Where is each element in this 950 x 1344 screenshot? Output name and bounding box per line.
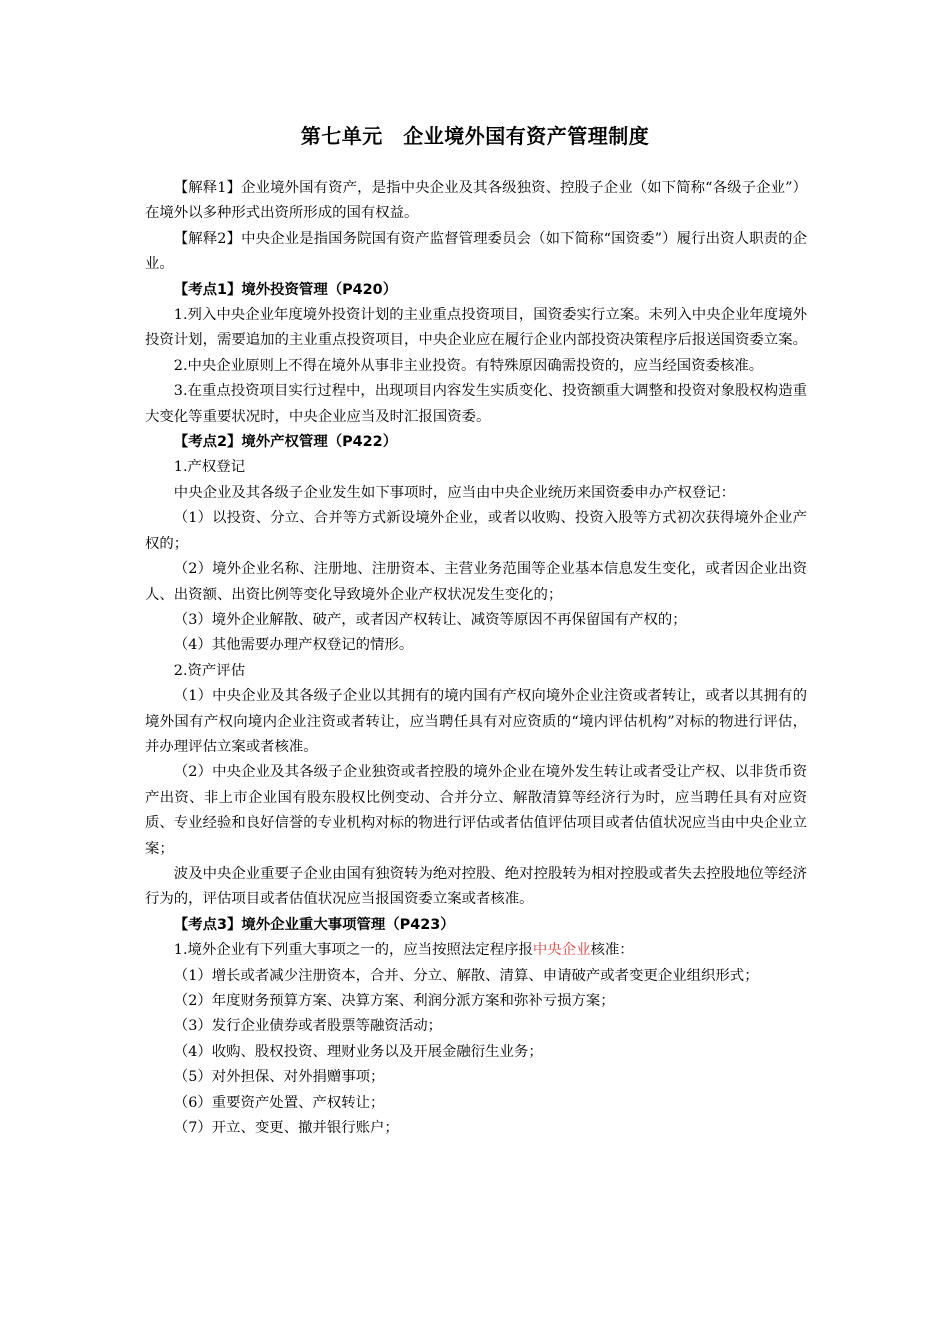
page-title: 第七单元 企业境外国有资产管理制度 — [300, 124, 650, 148]
section-2-sub1-item-2: （2）境外企业名称、注册地、注册资本、主营业务范围等企业基本信息发生变化，或者因企业出资人、出资额、出资比例等变化导致境外企业产权状况发生变化的； — [145, 561, 807, 603]
section-3-item-4: （4）收购、股权投资、理财业务以及开展金融衍生业务； — [173, 1043, 543, 1060]
section-3-intro-highlight: 中央企业 — [532, 942, 591, 959]
explanation-1: 【解释1】企业境外国有资产，是指中央企业及其各级独资、控股子企业（如下简称“各级子企业”）在境外以多种形式出资所形成的国有权益。 — [145, 180, 807, 222]
section-3-item-7: （7）开立、变更、撤并银行账户； — [173, 1120, 399, 1137]
section-3-intro-after: 核准： — [590, 942, 634, 959]
section-2-sub1-intro: 中央企业及其各级子企业发生如下事项时，应当由中央企业统历来国资委申办产权登记： — [173, 484, 736, 501]
section-3-item-2: （2）年度财务预算方案、决算方案、利润分派方案和弥补亏损方案； — [173, 993, 615, 1009]
section-2-sub2-item-1: （1）中央企业及其各级子企业以其拥有的境内国有产权向境外企业注资或者转让，或者以其拥有的境外国有产权向境内企业注资或者转让，应当聘任具有对应资质的“境内评估机构”对标的物进行评估，并办理评估立案或者核准。 — [145, 688, 807, 755]
document-body — [145, 176, 807, 1141]
section-2-sub2-title: 2.资产评估 — [173, 662, 246, 679]
section-3-item-5: （5）对外担保、对外捐赠事项； — [173, 1069, 385, 1086]
section-1-item-3: 3.在重点投资项目实行过程中，出现项目内容发生实质变化、投资额重大调整和投资对象股权构造重大变化等重要状况时，中央企业应当及时汇报国资委。 — [145, 383, 807, 425]
section-3-item-3: （3）发行企业债券或者股票等融资活动； — [173, 1018, 442, 1035]
section-1-item-2: 2.中央企业原则上不得在境外从事非主业投资。有特殊原因确需投资的，应当经国资委核准。 — [173, 357, 764, 374]
section-3-intro-before: 1.境外企业有下列重大事项之一的，应当按照法定程序报 — [173, 942, 533, 959]
section-2-sub1-item-3: （3）境外企业解散、破产，或者因产权转让、减资等原因不再保留国有产权的； — [173, 611, 687, 628]
section-2-sub2-item-3: 波及中央企业重要子企业由国有独资转为绝对控股、绝对控股转为相对控股或者失去控股地位等经济行为的，评估项目或者估值状况应当报国资委立案或者核准。 — [145, 865, 807, 908]
section-2-heading: 【考点2】境外产权管理（P422） — [173, 434, 398, 451]
section-2-sub1-item-4: （4）其他需要办理产权登记的情形。 — [173, 637, 414, 654]
section-2-sub1-title: 1.产权登记 — [173, 459, 246, 476]
section-2-sub2-item-2: （2）中央企业及其各级子企业独资或者控股的境外企业在境外发生转让或者受让产权、以非货币资产出资、非上市企业国有股东股权比例变动、合并分立、解散清算等经济行为时，应当聘任具有对应资质、专业经验和良好信誉的专业机构对标的物进行评估或者估值评估项目或者估值状况应当由中央企业立案； — [145, 764, 807, 857]
section-1-item-1: 1.列入中央企业年度境外投资计划的主业重点投资项目，国资委实行立案。未列入中央企业年度境外投资计划，需要追加的主业重点投资项目，中央企业应在履行企业内部投资决策程序后报送国资委立案。 — [145, 307, 807, 349]
explanation-2: 【解释2】中央企业是指国务院国有资产监督管理委员会（如下简称“国资委”）履行出资人职责的企业。 — [145, 230, 807, 273]
section-3-item-6: （6）重要资产处置、产权转让； — [173, 1094, 385, 1111]
section-1-heading: 【考点1】境外投资管理（P420） — [173, 281, 398, 298]
section-3-intro — [145, 938, 807, 963]
section-2-sub1-item-1: （1）以投资、分立、合并等方式新设境外企业，或者以收购、投资入股等方式初次获得境外企业产权的； — [145, 510, 807, 552]
section-3-heading: 【考点3】境外企业重大事项管理（P423） — [173, 916, 455, 933]
section-3-item-1: （1）增长或者减少注册资本，合并、分立、解散、清算、申请破产或者变更企业组织形式； — [173, 967, 759, 984]
